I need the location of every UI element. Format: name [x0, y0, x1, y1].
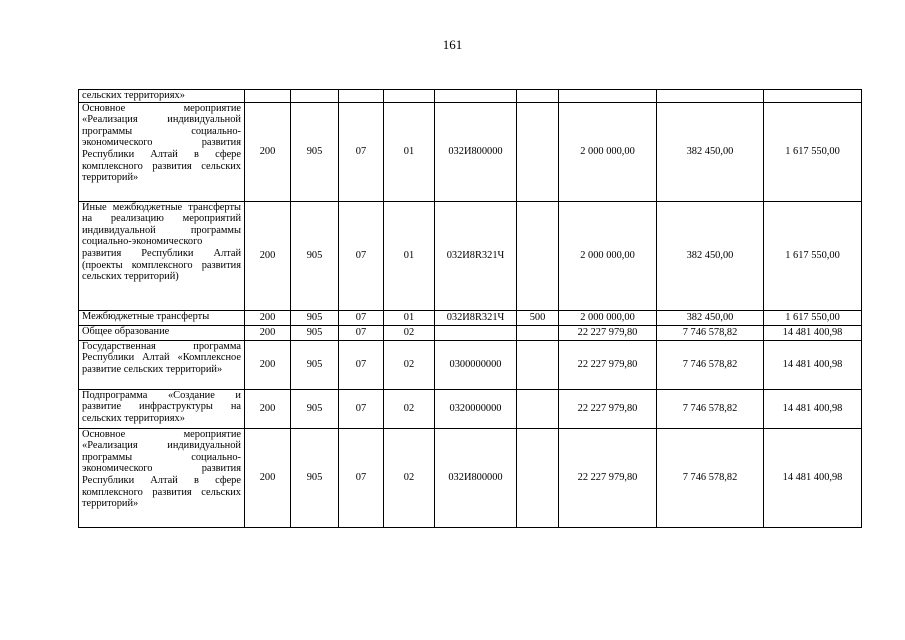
- row-cell-v2: 7 746 578,82: [657, 428, 764, 527]
- row-cell-v3: 1 617 550,00: [764, 310, 862, 325]
- row-cell-v2: 382 450,00: [657, 201, 764, 310]
- row-cell-v3: 14 481 400,98: [764, 340, 862, 389]
- row-name-cell: Общее образование: [79, 325, 245, 340]
- row-cell-c6: [517, 428, 559, 527]
- row-cell-v3: 14 481 400,98: [764, 428, 862, 527]
- row-cell-c6: [517, 102, 559, 201]
- row-cell-c5: 0320000000: [435, 389, 517, 428]
- row-cell-v3: 14 481 400,98: [764, 389, 862, 428]
- row-cell-v3: [764, 90, 862, 103]
- row-cell-c2: 905: [291, 201, 339, 310]
- row-name-cell: Основное мероприятие «Реализация индивидуальной программы социально-экономического развития Республики Алтай в сфере комплексного развития сельских территорий»: [79, 102, 245, 201]
- row-cell-v1: 22 227 979,80: [559, 389, 657, 428]
- row-cell-v2: 7 746 578,82: [657, 340, 764, 389]
- row-cell-v1: 22 227 979,80: [559, 428, 657, 527]
- row-name-cell: сельских территориях»: [79, 90, 245, 103]
- row-cell-v2: 382 450,00: [657, 102, 764, 201]
- row-cell-c5: [435, 90, 517, 103]
- row-name-cell: Основное мероприятие «Реализация индивидуальной программы социально-экономического развития Республики Алтай в сфере комплексного развития сельских территорий»: [79, 428, 245, 527]
- row-cell-c1: [245, 90, 291, 103]
- row-cell-c1: 200: [245, 389, 291, 428]
- row-cell-c1: 200: [245, 325, 291, 340]
- row-cell-c3: 07: [339, 102, 384, 201]
- row-cell-c2: 905: [291, 102, 339, 201]
- row-cell-c3: 07: [339, 428, 384, 527]
- row-cell-v3: 1 617 550,00: [764, 201, 862, 310]
- row-name-cell: Государственная программа Республики Алтай «Комплексное развитие сельских территорий»: [79, 340, 245, 389]
- row-cell-c4: [384, 90, 435, 103]
- table-row: [79, 389, 862, 428]
- row-cell-c5: 032И8R321Ч: [435, 310, 517, 325]
- row-cell-v1: 2 000 000,00: [559, 201, 657, 310]
- table-row: [79, 102, 862, 201]
- page-number: 161: [442, 37, 463, 52]
- row-name-cell: Иные межбюджетные трансферты на реализацию мероприятий индивидуальной программы социально-экономического развития Республики Алтай (проекты комплексного развития сельских территорий): [79, 201, 245, 310]
- budget-table: [78, 89, 862, 528]
- row-cell-v1: 22 227 979,80: [559, 325, 657, 340]
- row-cell-c5: 0300000000: [435, 340, 517, 389]
- row-cell-c4: 01: [384, 310, 435, 325]
- row-cell-v1: [559, 90, 657, 103]
- row-cell-c2: 905: [291, 389, 339, 428]
- row-cell-c1: 200: [245, 310, 291, 325]
- table-row: [79, 325, 862, 340]
- row-cell-v1: 2 000 000,00: [559, 310, 657, 325]
- row-cell-c4: 02: [384, 340, 435, 389]
- row-cell-c1: 200: [245, 340, 291, 389]
- row-cell-c3: 07: [339, 310, 384, 325]
- table-row: [79, 201, 862, 310]
- row-cell-c2: 905: [291, 325, 339, 340]
- table-body: [79, 90, 862, 528]
- row-cell-c4: 01: [384, 102, 435, 201]
- row-name-cell: Межбюджетные трансферты: [79, 310, 245, 325]
- row-cell-c5: [435, 325, 517, 340]
- row-cell-c2: 905: [291, 428, 339, 527]
- row-cell-c5: 032И8R321Ч: [435, 201, 517, 310]
- row-cell-c6: [517, 389, 559, 428]
- row-cell-c1: 200: [245, 102, 291, 201]
- row-cell-c3: 07: [339, 389, 384, 428]
- row-name-cell: Подпрограмма «Создание и развитие инфраструктуры на сельских территориях»: [79, 389, 245, 428]
- row-cell-c6: [517, 340, 559, 389]
- row-cell-c4: 02: [384, 389, 435, 428]
- row-cell-v3: 1 617 550,00: [764, 102, 862, 201]
- table-row: [79, 310, 862, 325]
- row-cell-c1: 200: [245, 201, 291, 310]
- row-cell-c3: 07: [339, 201, 384, 310]
- row-cell-c3: 07: [339, 325, 384, 340]
- row-cell-v2: 7 746 578,82: [657, 325, 764, 340]
- row-cell-c5: 032И800000: [435, 102, 517, 201]
- row-cell-c4: 02: [384, 325, 435, 340]
- row-cell-c1: 200: [245, 428, 291, 527]
- row-cell-v3: 14 481 400,98: [764, 325, 862, 340]
- row-cell-v2: [657, 90, 764, 103]
- table-row: [79, 90, 862, 103]
- row-cell-v2: 382 450,00: [657, 310, 764, 325]
- row-cell-c6: 500: [517, 310, 559, 325]
- row-cell-c6: [517, 90, 559, 103]
- row-cell-c2: 905: [291, 310, 339, 325]
- table-row: [79, 340, 862, 389]
- table-row: [79, 428, 862, 527]
- row-cell-v2: 7 746 578,82: [657, 389, 764, 428]
- row-cell-c3: 07: [339, 340, 384, 389]
- row-cell-c5: 032И800000: [435, 428, 517, 527]
- row-cell-v1: 2 000 000,00: [559, 102, 657, 201]
- row-cell-c3: [339, 90, 384, 103]
- row-cell-c2: 905: [291, 340, 339, 389]
- row-cell-c4: 01: [384, 201, 435, 310]
- row-cell-c6: [517, 201, 559, 310]
- row-cell-c2: [291, 90, 339, 103]
- row-cell-c4: 02: [384, 428, 435, 527]
- row-cell-c6: [517, 325, 559, 340]
- row-cell-v1: 22 227 979,80: [559, 340, 657, 389]
